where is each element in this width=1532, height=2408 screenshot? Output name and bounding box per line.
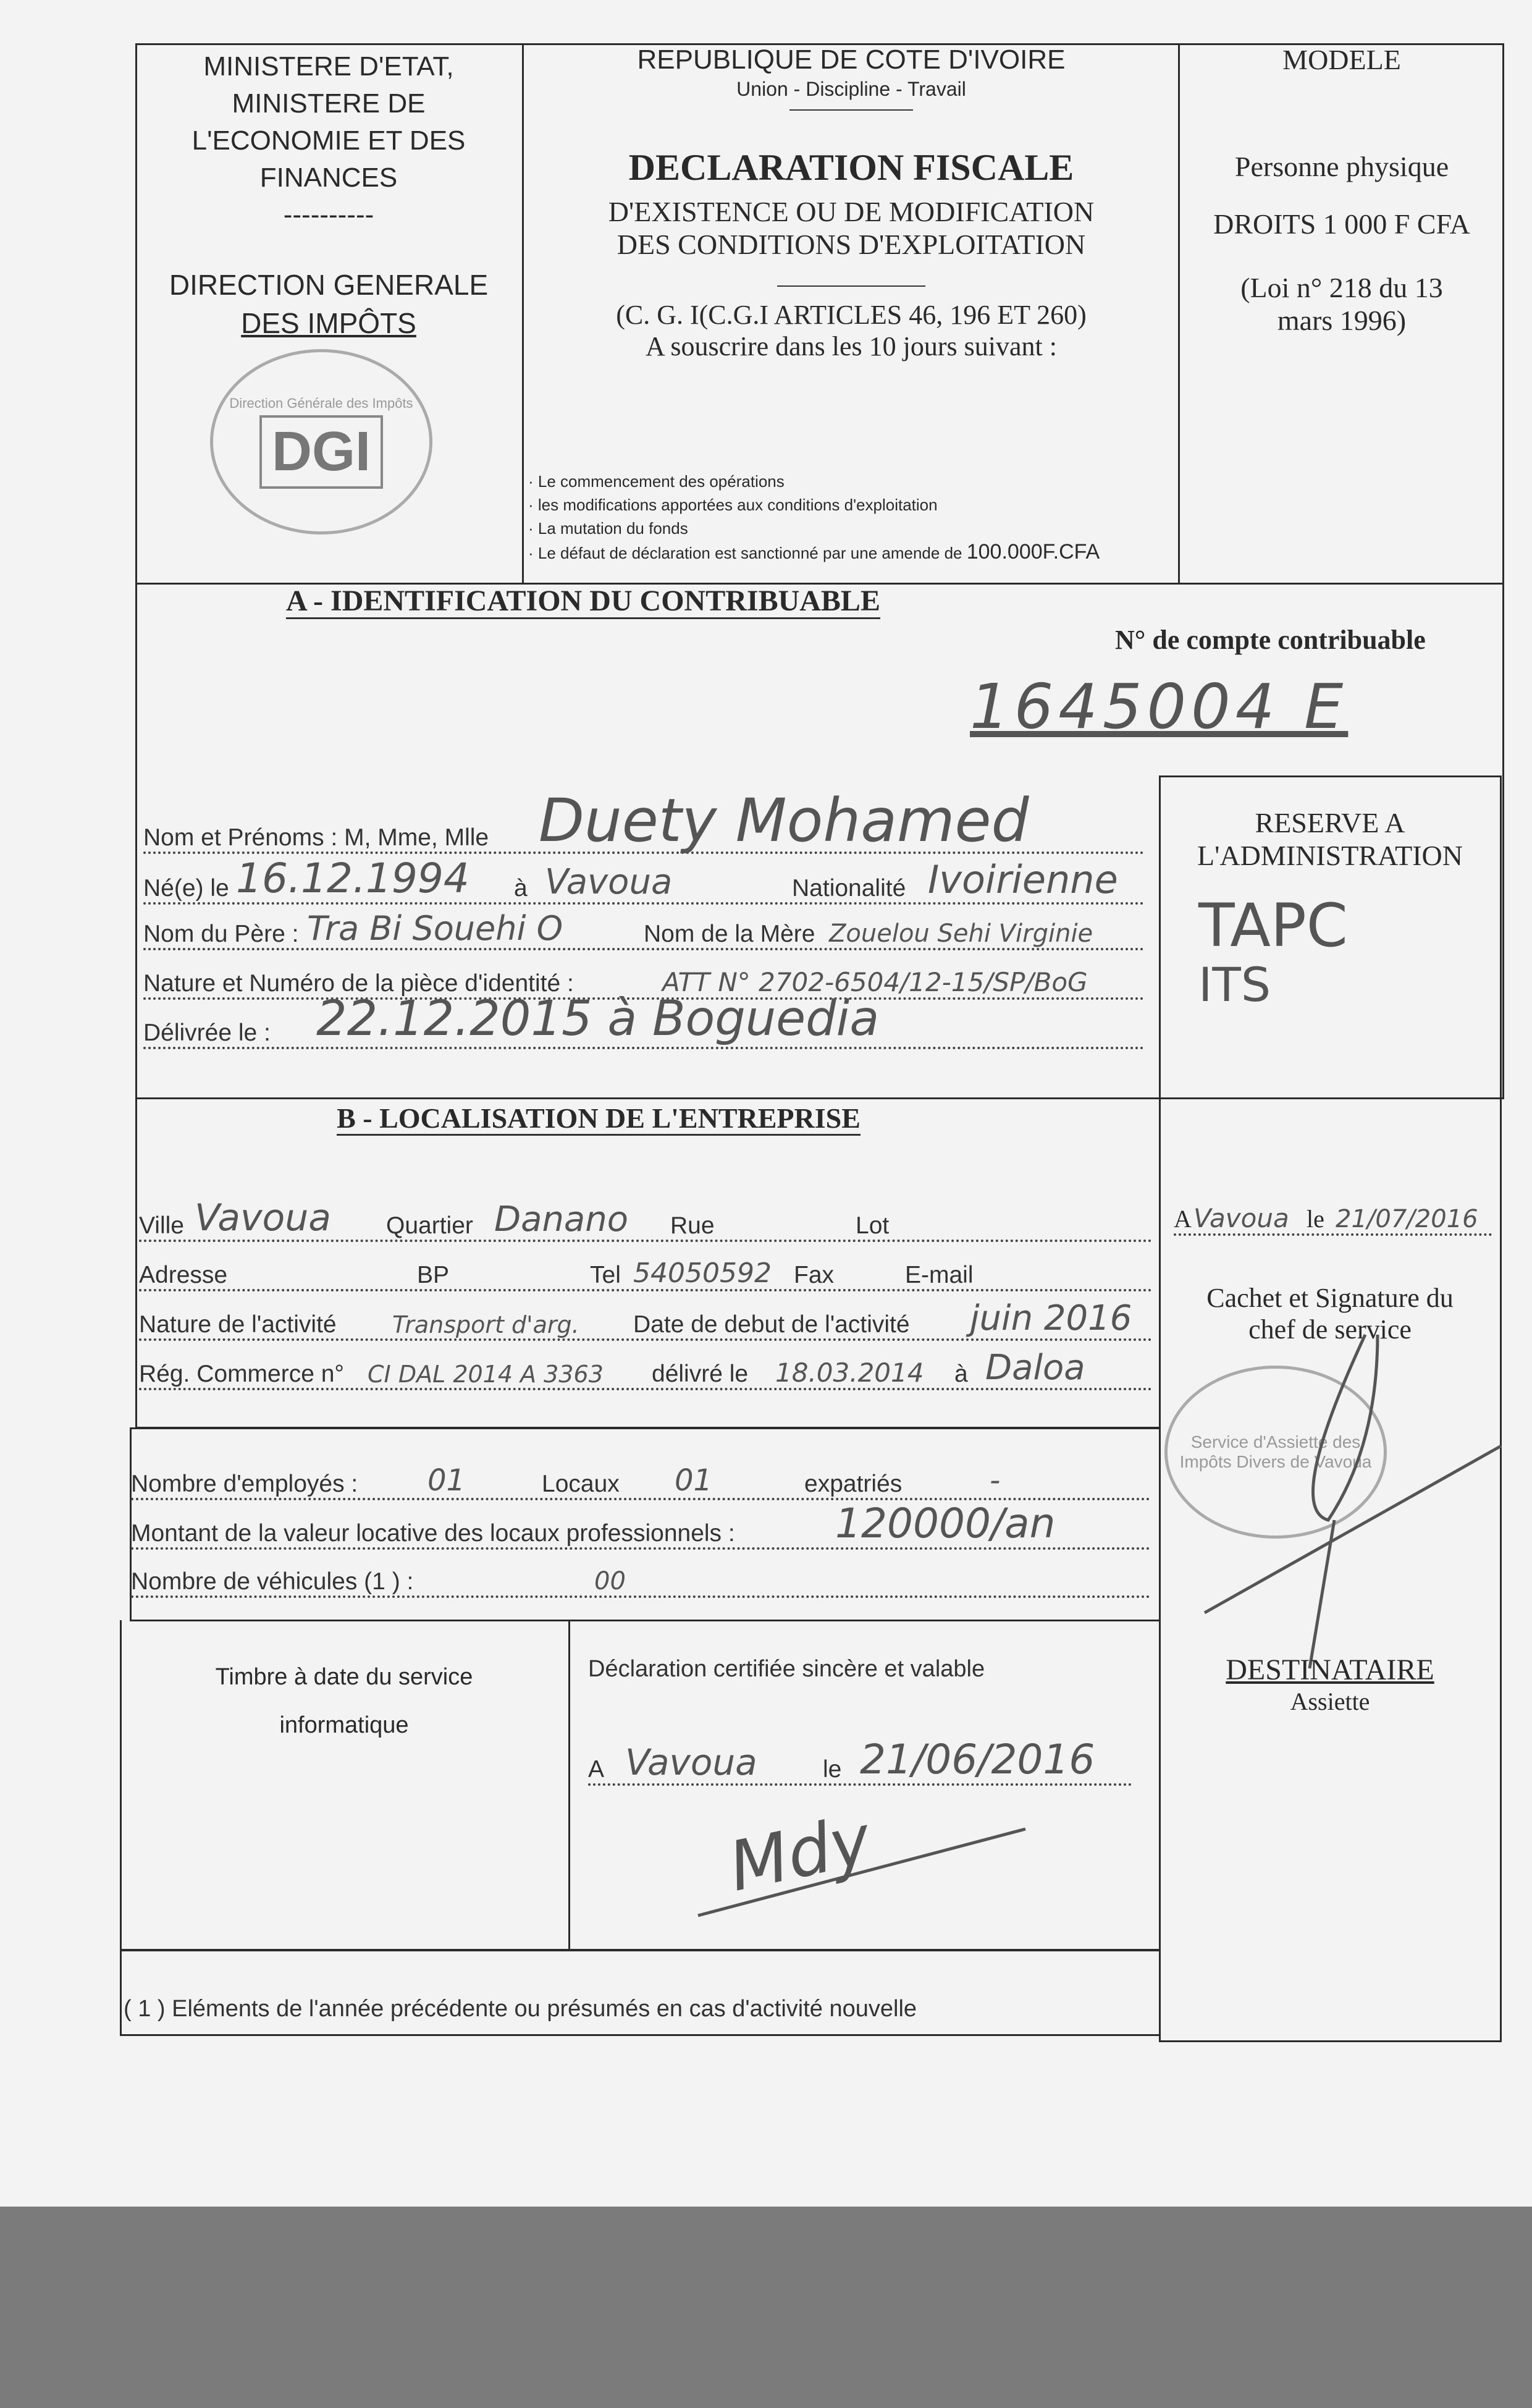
quartier-value: Danano <box>494 1199 628 1240</box>
droits: DROITS 1 000 F CFA <box>1213 208 1470 240</box>
pere-label: Nom du Père : <box>143 921 299 947</box>
valeur-label: Montant de la valeur locative des locaux professionnels : <box>131 1520 735 1547</box>
obligation-item: · Le commencement des opérations <box>528 472 785 491</box>
separator: ---------- <box>283 200 374 230</box>
footnote-frame <box>120 1950 1161 2036</box>
naissance-field <box>143 854 1144 905</box>
delivree-value: 22.12.2015 à Boguedia <box>316 991 880 1047</box>
obligations-list <box>528 470 1100 565</box>
modele-label: MODELE <box>1282 44 1401 75</box>
adresse-label: Adresse <box>139 1262 228 1288</box>
parents-field <box>143 905 1144 950</box>
employes-label: Nombre d'employés : <box>131 1471 358 1497</box>
rc-value: CI DAL 2014 A 3363 <box>368 1361 604 1388</box>
obligation-item: · La mutation du fonds <box>528 519 688 538</box>
vehicules-value: 00 <box>594 1567 626 1595</box>
timbre-block <box>121 1653 567 1749</box>
valeur-value: 120000/an <box>835 1500 1056 1547</box>
destinataire-block <box>1160 1653 1500 1716</box>
a-label: A <box>588 1756 605 1783</box>
admin-code: ITS <box>1198 957 1271 1012</box>
form-title: DECLARATION FISCALE <box>628 147 1074 188</box>
declaration-date-field <box>588 1736 1132 1786</box>
section-b-title-text: B - LOCALISATION DE L'ENTREPRISE <box>337 1102 861 1136</box>
signature-stroke <box>692 1810 1038 1934</box>
tel-value: 54050592 <box>633 1257 772 1289</box>
ministry-line: FINANCES <box>259 163 398 193</box>
modele-block <box>1181 43 1502 337</box>
ville-field <box>139 1193 1152 1242</box>
timbre-line: informatique <box>279 1712 409 1738</box>
obligation-item: · les modifications apportées aux conditions d'exploitation <box>528 496 938 514</box>
activite-value: Transport d'arg. <box>392 1311 579 1338</box>
ville-value: Vavoua <box>195 1196 331 1240</box>
locaux-label: Locaux <box>542 1471 620 1497</box>
nationalite-label: Nationalité <box>792 875 906 902</box>
reserve-title-line: L'ADMINISTRATION <box>1197 840 1463 871</box>
a-label: à <box>954 1361 968 1387</box>
admin-code: TAPC <box>1198 891 1348 960</box>
a-label: à <box>514 875 528 902</box>
declarant-signature: Mdy <box>722 1799 878 1907</box>
divider <box>789 109 913 111</box>
debut-label: Date de debut de l'activité <box>633 1311 910 1338</box>
rc-label: Rég. Commerce n° <box>139 1361 345 1387</box>
fax-label: Fax <box>794 1262 835 1288</box>
mere-label: Nom de la Mère <box>644 921 815 947</box>
a-label: A <box>1174 1205 1192 1233</box>
identification-fields <box>143 786 1144 1049</box>
tel-label: Tel <box>590 1262 621 1288</box>
direction-line: DIRECTION GENERALE <box>169 269 489 301</box>
employes-value: 01 <box>427 1463 466 1498</box>
footnote: ( 1 ) Eléments de l'année précédente ou présumés en cas d'activité nouvelle <box>124 1996 917 2022</box>
bottom-divider <box>568 1620 570 1951</box>
cachet-line: Cachet et Signature du <box>1206 1283 1454 1313</box>
ministry-line: MINISTERE D'ETAT, <box>203 51 454 82</box>
quartier-label: Quartier <box>386 1212 473 1239</box>
stamp-text: Direction Générale des Impôts <box>229 395 413 411</box>
le-label: le <box>823 1756 842 1783</box>
localisation-fields <box>139 1193 1152 1390</box>
ne-label: Né(e) le <box>143 875 229 902</box>
section-b-title <box>135 1102 1062 1134</box>
section-a-title-text: A - IDENTIFICATION DU CONTRIBUABLE <box>286 585 880 619</box>
activite-label: Nature de l'activité <box>139 1311 337 1338</box>
rc-field <box>139 1341 1152 1390</box>
republic-block <box>524 44 1179 362</box>
cgi-reference: (C. G. I(C.G.I ARTICLES 46, 196 ET 260) <box>616 300 1087 330</box>
lieu-value: Vavoua <box>545 862 673 902</box>
ville-label: Ville <box>139 1212 184 1239</box>
delivree-field <box>143 991 1144 1049</box>
pere-value: Tra Bi Souehi O <box>307 909 563 948</box>
form-subtitle: DES CONDITIONS D'EXPLOITATION <box>617 229 1086 260</box>
amende-amount: 100.000F.CFA <box>966 540 1100 564</box>
divider <box>777 285 925 287</box>
valeur-field <box>131 1500 1150 1550</box>
ne-value: 16.12.1994 <box>236 855 469 902</box>
debut-value: juin 2016 <box>970 1298 1132 1338</box>
vehicules-field <box>131 1550 1150 1598</box>
admin-codes <box>1198 891 1348 1015</box>
activite-field <box>139 1291 1152 1341</box>
loi-reference: (Loi n° 218 du 13 <box>1240 272 1443 303</box>
vehicules-label: Nombre de véhicules (1 ) : <box>131 1568 414 1595</box>
reserve-title-line: RESERVE A <box>1255 807 1405 839</box>
declaration-label: Déclaration certifiée sincère et valable <box>588 1656 985 1682</box>
employes-fields <box>131 1452 1150 1598</box>
delivre-label: délivré le <box>652 1361 749 1387</box>
souscrire-note: A souscrire dans les 10 jours suivant : <box>645 331 1058 361</box>
employes-field <box>131 1452 1150 1500</box>
expatries-value: - <box>990 1463 1001 1498</box>
chef-signature <box>1192 1322 1513 1675</box>
loi-reference: mars 1996) <box>1277 305 1407 336</box>
declaration-date: 21/06/2016 <box>860 1736 1095 1783</box>
expatries-label: expatriés <box>804 1471 903 1497</box>
reserve-title <box>1160 806 1500 872</box>
form-subtitle: D'EXISTENCE OU DE MODIFICATION <box>608 196 1095 227</box>
rue-label: Rue <box>670 1212 715 1239</box>
bp-label: BP <box>417 1262 450 1288</box>
piece-label: Nature et Numéro de la pièce d'identité : <box>143 970 574 997</box>
nationalite-value: Ivoirienne <box>928 857 1118 902</box>
nom-label: Nom et Prénoms : M, Mme, Mlle <box>143 824 489 851</box>
lot-label: Lot <box>856 1212 890 1239</box>
locaux-value: 01 <box>675 1463 713 1498</box>
compte-value: 1645004 E <box>970 670 1349 743</box>
declaration-lieu: Vavoua <box>625 1741 757 1783</box>
direction-block <box>137 266 520 342</box>
scan-background <box>0 2207 1532 2408</box>
daloa-value: Daloa <box>985 1348 1085 1388</box>
nom-value: Duety Mohamed <box>539 786 1029 855</box>
email-label: E-mail <box>905 1262 974 1288</box>
obligation-item: · Le défaut de déclaration est sanctionné par une amende de <box>528 544 962 562</box>
assiette-label: Assiette <box>1290 1688 1370 1715</box>
compte-label: N° de compte contribuable <box>1115 625 1426 655</box>
section-a-title <box>135 584 1031 618</box>
reserve-date-field <box>1174 1186 1492 1236</box>
ministry-line: MINISTERE DE <box>232 88 426 119</box>
reserve-date: 21/07/2016 <box>1336 1205 1478 1233</box>
destinataire-label: DESTINATAIRE <box>1226 1654 1434 1686</box>
delivree-label: Délivrée le : <box>143 1020 271 1046</box>
motto: Union - Discipline - Travail <box>736 78 966 100</box>
direction-line: DES IMPÔTS <box>241 307 416 339</box>
dgi-logo: DGI <box>259 415 383 489</box>
stamp-text: Service d'Assiette des Impôts Divers de Vavoua <box>1179 1432 1372 1471</box>
ministry-block <box>137 48 520 234</box>
delivre-value: 18.03.2014 <box>775 1358 924 1388</box>
mere-value: Zouelou Sehi Virginie <box>829 919 1093 948</box>
reserve-lieu: Vavoua <box>1193 1203 1289 1233</box>
piece-value: ATT N° 2702-6504/12-15/SP/BoG <box>662 967 1088 997</box>
le-label: le <box>1307 1205 1324 1233</box>
adresse-field <box>139 1242 1152 1291</box>
dgi-stamp <box>210 349 432 534</box>
ministry-line: L'ECONOMIE ET DES <box>192 125 466 156</box>
cachet-line: chef de service <box>1248 1314 1412 1345</box>
personne-type: Personne physique <box>1234 151 1449 182</box>
timbre-line: Timbre à date du service <box>215 1664 473 1690</box>
nom-field <box>143 786 1144 855</box>
republic-title: REPUBLIQUE DE COTE D'IVOIRE <box>637 44 1066 75</box>
